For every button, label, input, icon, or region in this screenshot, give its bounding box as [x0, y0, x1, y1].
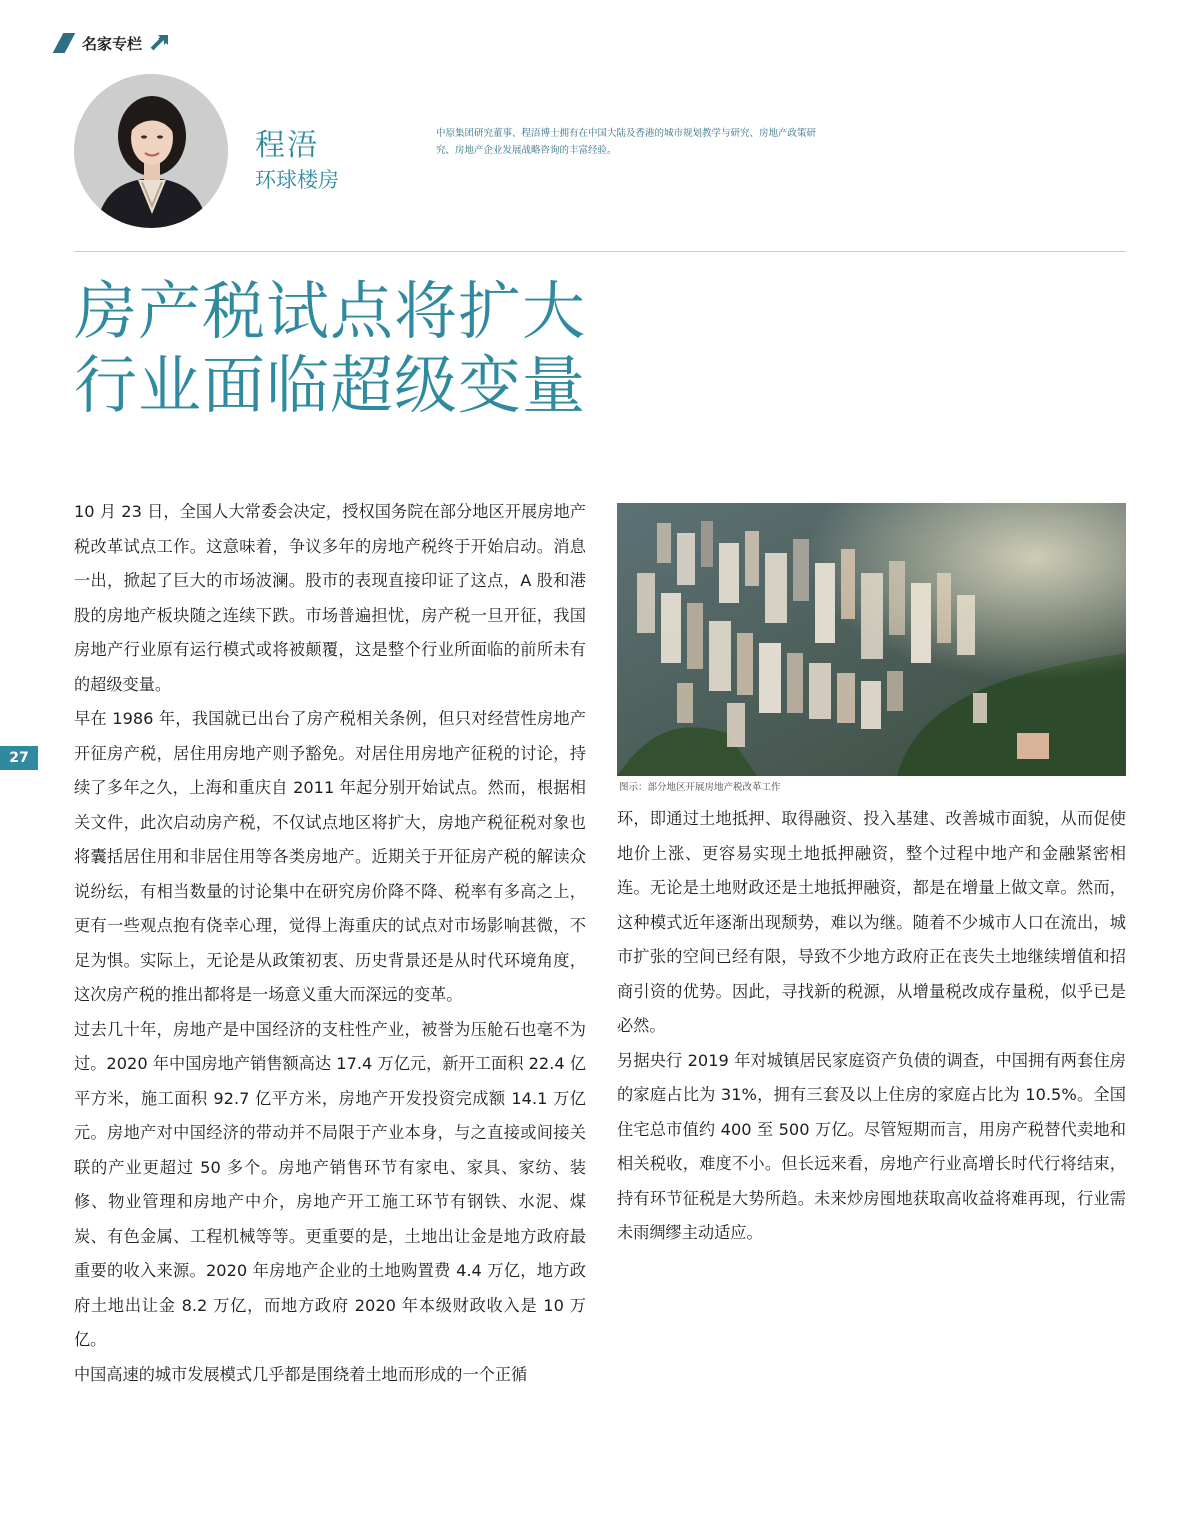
- body-paragraph: 中国高速的城市发展模式几乎都是围绕着土地而形成的一个正循: [74, 1364, 528, 1384]
- aerial-city-photo: [617, 503, 1126, 776]
- photo-caption: 图示：部分地区开展房地产税改革工作: [619, 782, 781, 793]
- body-paragraph: 过去几十年，房地产是中国经济的支柱性产业，被誉为压舱石也毫不为过。2020 年中国房地产销售额高达 17.4 万亿元，新开工面积 22.4 亿平方米，施工面积 92.7 亿平方米，房地产开发投资完成额 14.1 万亿元。房地产对中国经济的带动并不局限于产业本身，与之直接或间接关联的产业更超过 50 多个。房地产销售环节有家电、家具、家纺、装修、物业管理和房地产中介，房地产开工施工环节有钢铁、水泥、煤炭、有色金属、工程机械等等。更重要的是，土地出让金是地方政府最重要的收入来源。2020 年房地产企业的土地购置费 4.4 万亿，地方政府土地出让金 8.2 万亿，而地方政府 2020 年本级财政收入是 10 万亿。: [74, 1019, 586, 1349]
- page-number: 27: [0, 746, 38, 770]
- body-column-left: [74, 495, 586, 1392]
- author-name: 程浯: [255, 128, 319, 163]
- body-paragraph: 环，即通过土地抵押、取得融资、投入基建、改善城市面貌，从而促使地价上涨、更容易实现土地抵押融资，整个过程中地产和金融紧密相连。无论是土地财政还是土地抵押融资，都是在增量上做文章。然而，这种模式近年逐渐出现颓势，难以为继。随着不少城市人口在流出，城市扩张的空间已经有限，导致不少地方政府正在丧失土地继续增值和招商引资的优势。因此，寻找新的税源，从增量税改成存量税，似乎已是必然。: [617, 809, 1126, 1035]
- tag-slash-mark: [53, 33, 76, 53]
- body-paragraph: 早在 1986 年，我国就已出台了房产税相关条例，但只对经营性房地产开征房产税，居住用房地产则予豁免。对居住用房地产征税的讨论，持续了多年之久，上海和重庆自 2011 年起分别开始试点。然而，根据相关文件，此次启动房产税，不仅试点地区将扩大，房地产税征税对象也将囊括居住用和非居住用等各类房地产。近期关于开征房产税的解读众说纷纭，有相当数量的讨论集中在研究房价降不降、税率有多高之上，更有一些观点抱有侥幸心理，觉得上海重庆的试点对市场影响甚微，不足为惧。实际上，无论是从政策初衷、历史背景还是从时代环境角度，这次房产税的推出都将是一场意义重大而深远的变革。: [74, 709, 586, 1004]
- body-paragraph: 另据央行 2019 年对城镇居民家庭资产负债的调查，中国拥有两套住房的家庭占比为 31%，拥有三套及以上住房的家庭占比为 10.5%。全国住宅总市值约 400 至 500 万亿。尽管短期而言，用房产税替代卖地和相关税收，难度不小。但长远来看，房地产行业高增长时代行将结束，持有环节征税是大势所趋。未来炒房囤地获取高收益将难再现，行业需未雨绸缪主动适应。: [617, 1050, 1126, 1242]
- arrow-up-right-icon: [150, 33, 170, 53]
- header-divider: [74, 251, 1126, 252]
- column-tag-label: 名家专栏: [82, 34, 143, 53]
- column-tag: [58, 32, 170, 54]
- article-headline: [74, 275, 774, 423]
- body-paragraph: 10 月 23 日，全国人大常委会决定，授权国务院在部分地区开展房地产税改革试点工作。这意味着，争议多年的房地产税终于开始启动。消息一出，掀起了巨大的市场波澜。股市的表现直接印证了这点，A 股和港股的房地产板块随之连续下跌。市场普遍担忧，房产税一旦开征，我国房地产行业原有运行模式或将被颠覆，这是整个行业所面临的前所未有的超级变量。: [74, 502, 586, 694]
- body-column-right: [617, 802, 1126, 1251]
- headline-line-1: 房产税试点将扩大: [74, 275, 586, 348]
- author-organization: 环球楼房: [255, 168, 339, 192]
- headline-line-2: 行业面临超级变量: [74, 349, 586, 422]
- author-avatar: [74, 74, 228, 228]
- author-bio: 中原集团研究董事、程浯博士拥有在中国大陆及香港的城市规划教学与研究、房地产政策研究、房地产企业发展战略咨询的丰富经验。: [436, 128, 817, 156]
